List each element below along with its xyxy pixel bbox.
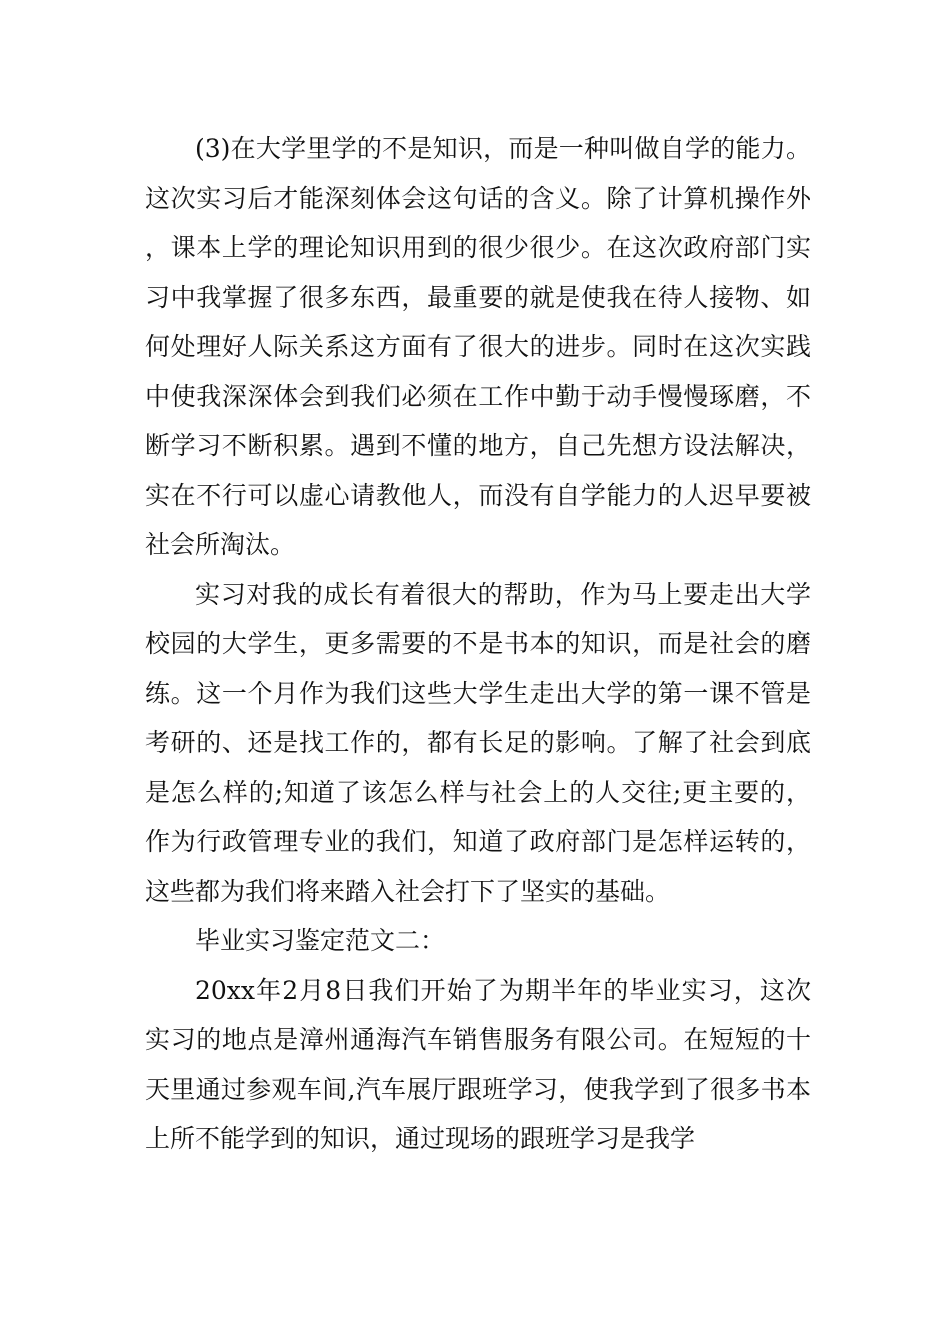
paragraph-sample-two-intro: 20xx年2月8日我们开始了为期半年的毕业实习，这次实习的地点是漳州通海汽车销售服务有限公司。在短短的十天里通过参观车间,汽车展厅跟班学习，使我学到了很多书本上所不能学到的知识，通过现场的跟班学习是我学 bbox=[145, 975, 811, 1153]
document-body bbox=[145, 124, 811, 1164]
paragraph-self-study: (3)在大学里学的不是知识，而是一种叫做自学的能力。这次实习后才能深刻体会这句话的含义。除了计算机操作外，课本上学的理论知识用到的很少很少。在这次政府部门实习中我掌握了很多东西，最重要的就是使我在待人接物、如何处理好人际关系这方面有了很大的进步。同时在这次实践中使我深深体会到我们必须在工作中勤于动手慢慢琢磨，不断学习不断积累。遇到不懂的地方，自己先想方设法解决，实在不行可以虚心请教他人，而没有自学能力的人迟早要被社会所淘汰。 bbox=[145, 134, 811, 559]
paragraph-internship-growth: 实习对我的成长有着很大的帮助，作为马上要走出大学校园的大学生，更多需要的不是书本的知识，而是社会的磨练。这一个月作为我们这些大学生走出大学的第一课不管是考研的、还是找工作的，都有长足的影响。了解了社会到底是怎么样的;知道了该怎么样与社会上的人交往;更主要的，作为行政管理专业的我们，知道了政府部门是怎样运转的，这些都为我们将来踏入社会打下了坚实的基础。 bbox=[145, 579, 811, 906]
section-heading-sample-two: 毕业实习鉴定范文二： bbox=[195, 926, 446, 955]
